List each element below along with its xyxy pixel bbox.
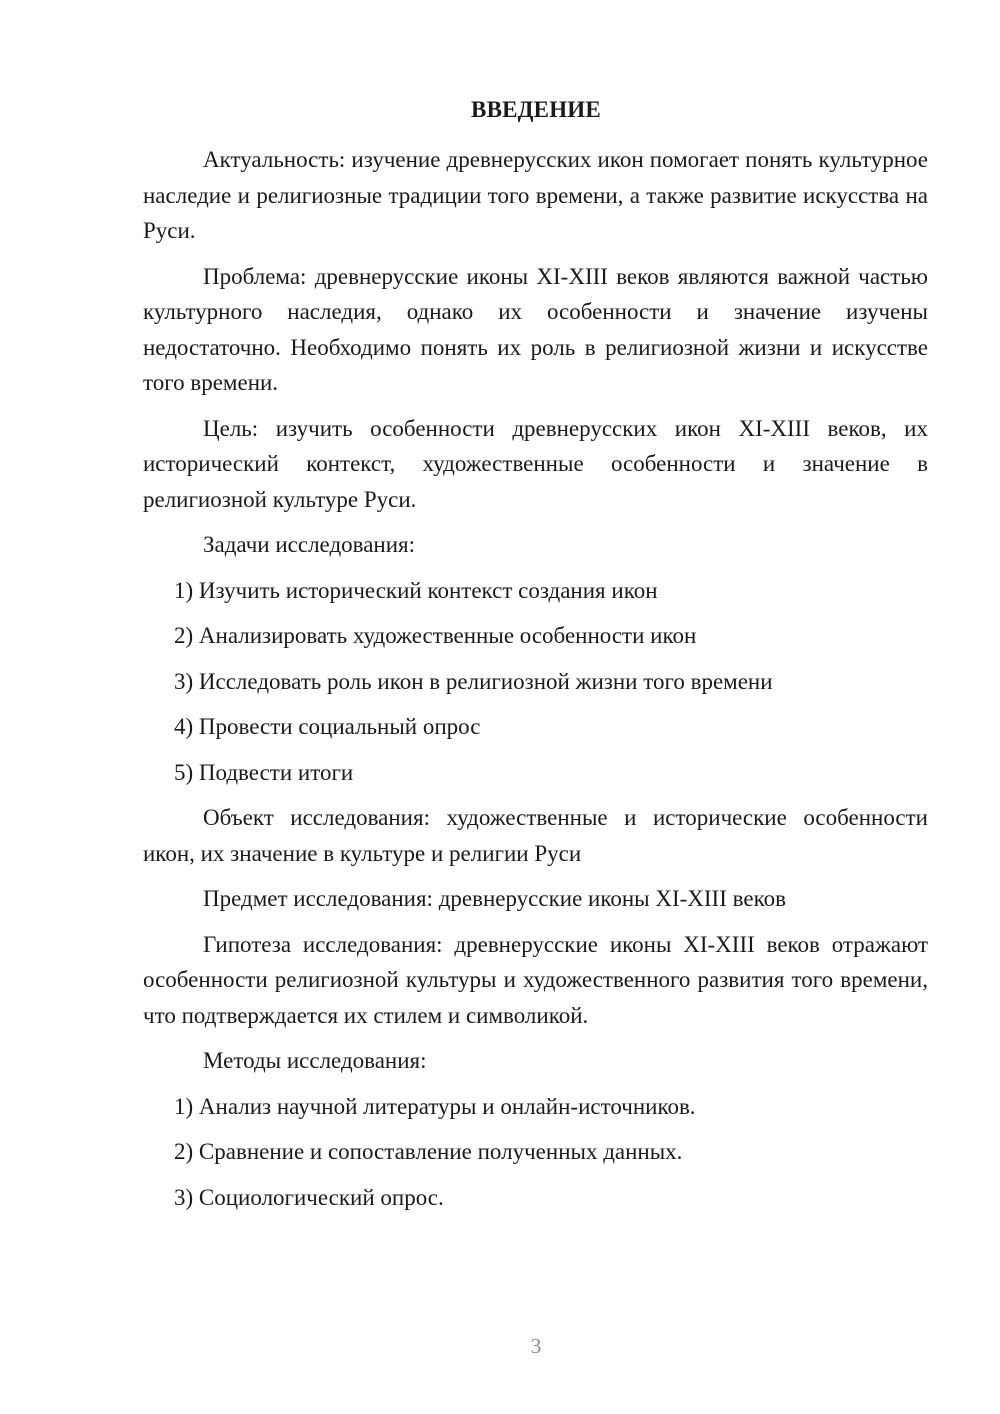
goal-paragraph: Цель: изучить особенности древнерусских икон XI-XIII веков, их исторический контекст, художественные особенности и значение в религиозной культуре Руси. <box>143 415 928 512</box>
method-item: 2) Сравнение и сопоставление полученных данных. <box>174 1139 683 1164</box>
subject-paragraph: Предмет исследования: древнерусские иконы XI-XIII веков <box>203 886 786 911</box>
document-body <box>143 142 928 1225</box>
tasks-title: Задачи исследования: <box>203 532 416 557</box>
task-item: 3) Исследовать роль икон в религиозной жизни того времени <box>174 668 773 694</box>
task-item: 4) Провести социальный опрос <box>174 714 481 739</box>
task-item: 5) Подвести итоги <box>174 759 354 785</box>
relevance-paragraph: Актуальность: изучение древнерусских икон помогает понять культурное наследие и религиозные традиции того времени, а также развитие искусства на Руси. <box>143 147 928 243</box>
problem-paragraph: Проблема: древнерусские иконы XI-XIII веков являются важной частью культурного наследия, однако их особенности и значение изучены недостаточно. Необходимо понять их роль в религиозной жизни и искусстве того времени. <box>143 263 928 395</box>
hypothesis-paragraph: Гипотеза исследования: древнерусские иконы XI-XIII веков отражают особенности религиозной культуры и художественного развития того времени, что подтверждается их стилем и символикой. <box>143 931 928 1028</box>
method-item: 3) Социологический опрос. <box>174 1184 444 1210</box>
section-heading: ВВЕДЕНИЕ <box>471 97 601 122</box>
object-paragraph: Объект исследования: художественные и исторические особенности икон, их значение в культуре и религии Руси <box>143 805 928 866</box>
page-number: 3 <box>530 1334 542 1358</box>
task-item: 2) Анализировать художественные особенности икон <box>174 623 697 648</box>
method-item: 1) Анализ научной литературы и онлайн-источников. <box>174 1093 696 1119</box>
task-item: 1) Изучить исторический контекст создания икон <box>174 577 658 603</box>
methods-title: Методы исследования: <box>203 1048 427 1073</box>
